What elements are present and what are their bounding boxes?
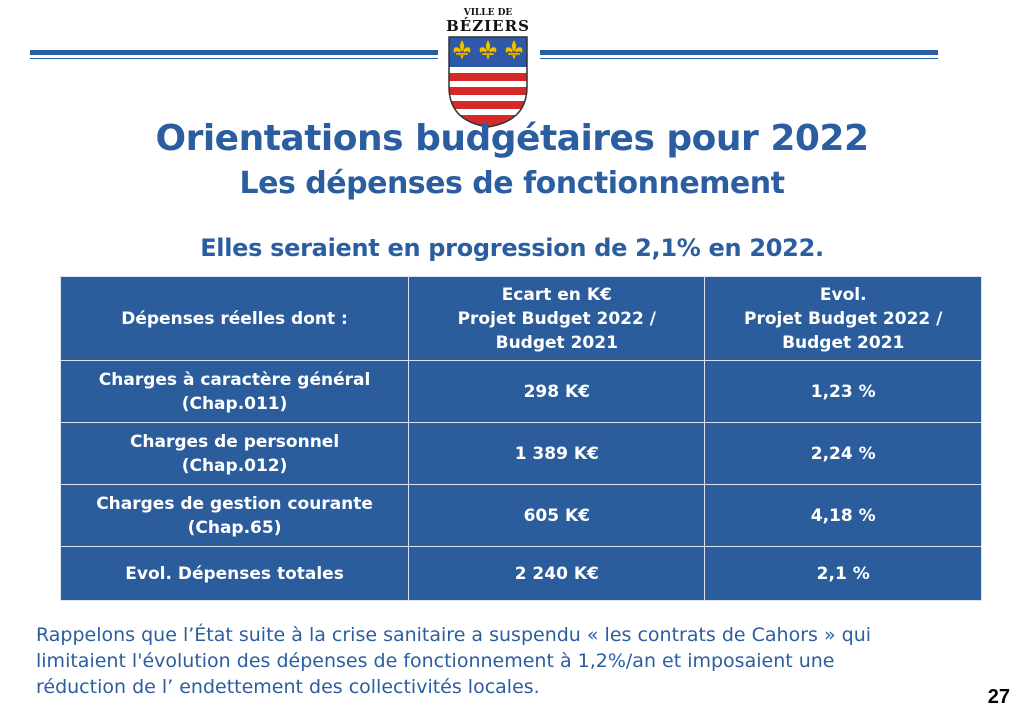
row-label <box>61 361 409 423</box>
row-label <box>61 485 409 547</box>
page-number: 27 <box>987 686 1010 708</box>
header-evol-line3: Budget 2021 <box>782 332 905 353</box>
page-title: Orientations budgétaires pour 2022 <box>155 118 869 159</box>
header-evol-line1: Evol. <box>819 284 867 305</box>
header-depenses-line: Dépenses réelles dont : <box>121 308 348 329</box>
row-label-line1: Charges de gestion courante <box>96 493 373 514</box>
table-row <box>61 423 982 485</box>
header-evol <box>705 277 982 361</box>
row-label-line1: Charges de personnel <box>129 431 340 452</box>
footnote-line1: Rappelons que l’État suite à la crise sanitaire a suspendu « les contrats de Cahors » qui <box>36 624 872 646</box>
row-label-line2: (Chap.012) <box>181 455 288 476</box>
table-row <box>61 361 982 423</box>
page-subtitle: Les dépenses de fonctionnement <box>239 166 785 201</box>
budget-table <box>60 276 982 601</box>
row-label-line2: (Chap.65) <box>187 517 282 538</box>
header-ecart-line1: Ecart en K€ <box>501 284 612 305</box>
table-row <box>61 485 982 547</box>
header-band-left-thin <box>30 58 438 59</box>
footnote-line2: limitaient l'évolution des dépenses de fonctionnement à 1,2%/an et imposaient une <box>36 650 835 672</box>
table-header-row <box>61 277 982 361</box>
footnote <box>36 622 996 700</box>
logo-line2: BÉZIERS <box>446 17 530 35</box>
total-evol: 2,1 % <box>705 547 982 601</box>
header-ecart-line3: Budget 2021 <box>495 332 618 353</box>
row-label-line2: (Chap.011) <box>181 393 288 414</box>
header-band-left-thick <box>30 50 438 55</box>
total-label: Evol. Dépenses totales <box>61 547 409 601</box>
header-evol-line2: Projet Budget 2022 / <box>744 308 943 329</box>
row-evol: 4,18 % <box>705 485 982 547</box>
footnote-line3: réduction de l’ endettement des collectivités locales. <box>36 676 540 698</box>
total-ecart: 2 240 K€ <box>409 547 705 601</box>
coat-of-arms-icon <box>447 35 529 129</box>
row-ecart: 605 K€ <box>409 485 705 547</box>
table-total-row <box>61 547 982 601</box>
row-ecart: 298 K€ <box>409 361 705 423</box>
header-band-right-thick <box>540 50 938 55</box>
logo-line1: VILLE DE <box>463 8 513 18</box>
row-evol: 2,24 % <box>705 423 982 485</box>
header-ecart-line2: Projet Budget 2022 / <box>457 308 656 329</box>
row-ecart: 1 389 K€ <box>409 423 705 485</box>
row-label-line1: Charges à caractère général <box>98 369 371 390</box>
header-ecart <box>409 277 705 361</box>
row-evol: 1,23 % <box>705 361 982 423</box>
city-logo <box>442 8 534 132</box>
lead-statement: Elles seraient en progression de 2,1% en 2022. <box>200 234 824 262</box>
header-depenses <box>61 277 409 361</box>
header-band-right-thin <box>540 58 938 59</box>
row-label <box>61 423 409 485</box>
